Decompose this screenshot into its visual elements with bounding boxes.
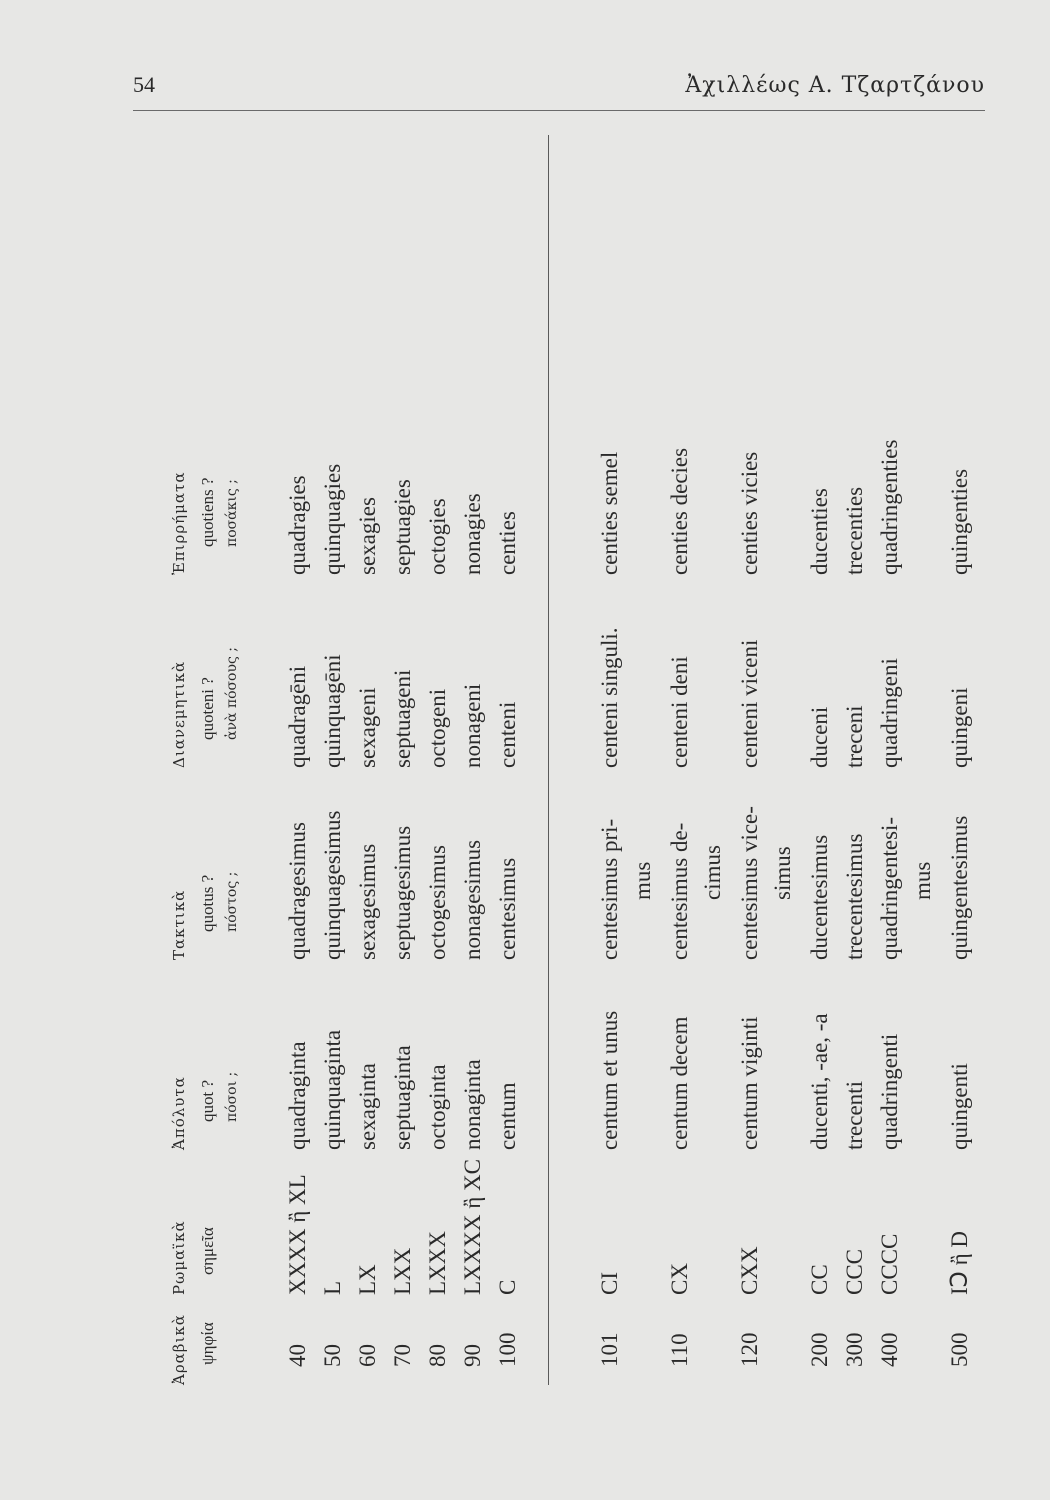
cell-distributive: treceni xyxy=(842,705,867,768)
header-sub2-col-5: ποσάκις ; xyxy=(224,479,240,547)
cell-roman: CCCC xyxy=(877,1233,902,1295)
cell-ordinal: sexagesimus xyxy=(355,843,380,960)
cell-adverb: sexagies xyxy=(355,497,380,575)
cell-arabic: 500 xyxy=(947,1332,972,1367)
cell-adverb: quadragies xyxy=(285,475,310,575)
cell-roman: LXXXX ἢ XC xyxy=(460,1159,485,1295)
cell-adverb: ducenties xyxy=(807,488,832,575)
cell-distributive: centeni xyxy=(495,701,520,768)
cell-cardinal: quingenti xyxy=(947,1063,972,1150)
cell-roman: C xyxy=(495,1279,520,1295)
cell-ordinal-continuation: simus xyxy=(770,846,795,900)
cell-arabic: 80 xyxy=(425,1344,450,1367)
cell-roman: LXXX xyxy=(425,1231,450,1295)
cell-ordinal: quadragesimus xyxy=(285,822,310,960)
cell-arabic: 50 xyxy=(320,1344,345,1367)
cell-cardinal: septuaginta xyxy=(390,1045,415,1150)
cell-roman: IↃ ἢ D xyxy=(947,1231,972,1295)
cell-arabic: 40 xyxy=(285,1344,310,1367)
cell-cardinal: centum viginti xyxy=(737,1016,762,1150)
cell-adverb: septuagies xyxy=(390,479,415,575)
cell-adverb: centies decies xyxy=(667,447,692,575)
cell-ordinal: quadringentesi- xyxy=(877,816,902,960)
cell-adverb: quadringenties xyxy=(877,439,902,575)
cell-adverb: quingenties xyxy=(947,468,972,575)
header-sub-col-1: σημεῖα xyxy=(198,1227,217,1275)
header-main-col-2: Ἀπόλυτα xyxy=(170,1076,188,1150)
cell-ordinal: ducentesimus xyxy=(807,834,832,960)
cell-cardinal: ducenti, -ae, -a xyxy=(807,1013,832,1150)
header-sub2-col-3: πόστος ; xyxy=(224,871,240,932)
cell-adverb: centies vicies xyxy=(737,451,762,575)
cell-ordinal-continuation: cimus xyxy=(700,845,725,900)
cell-roman: CCC xyxy=(842,1248,867,1295)
cell-roman: L xyxy=(320,1280,345,1295)
cell-ordinal: centesimus xyxy=(495,857,520,960)
cell-arabic: 200 xyxy=(807,1332,832,1367)
cell-arabic: 100 xyxy=(495,1332,520,1367)
cell-distributive: sexageni xyxy=(355,687,380,768)
header-sub2-col-2: πόσοι ; xyxy=(224,1071,240,1122)
cell-distributive: quingeni xyxy=(947,687,972,768)
page-number: 54 xyxy=(133,72,155,97)
numerals-table xyxy=(160,135,972,1385)
cell-ordinal: quinquagesimus xyxy=(320,810,345,960)
header-main-col-0: Ἀραβικὰ xyxy=(170,1314,188,1385)
cell-distributive: septuageni xyxy=(390,669,415,768)
cell-adverb: centies xyxy=(495,511,520,575)
cell-ordinal: quingentesimus xyxy=(947,815,972,960)
cell-adverb: nonagies xyxy=(460,493,485,575)
header-sub-col-4: quoteni ? xyxy=(198,677,217,740)
cell-distributive: duceni xyxy=(807,706,832,768)
cell-roman: LXX xyxy=(390,1247,415,1295)
cell-ordinal: trecentesimus xyxy=(842,833,867,960)
cell-roman: XXXX ἢ XL xyxy=(285,1174,310,1295)
cell-arabic: 120 xyxy=(737,1332,762,1367)
header-main-col-1: Ρωμαϊκὰ xyxy=(170,1220,188,1295)
cell-cardinal: centum decem xyxy=(667,1016,692,1150)
cell-cardinal: quadringenti xyxy=(877,1033,902,1150)
cell-distributive: quinquagēni xyxy=(320,654,345,768)
header-sub2-col-4: ἀνὰ πόσους ; xyxy=(224,646,240,740)
header-main-col-4: Διανεμητικὰ xyxy=(170,660,188,768)
header-sub-col-5: quotiens ? xyxy=(198,477,217,547)
cell-distributive: quadringeni xyxy=(877,658,902,768)
cell-arabic: 60 xyxy=(355,1344,380,1367)
cell-distributive: quadragēni xyxy=(285,665,310,768)
header-sub-col-0: ψηφία xyxy=(198,1322,217,1365)
cell-adverb: quinquagies xyxy=(320,463,345,575)
header-sub-col-2: quot ? xyxy=(198,1079,217,1122)
cell-adverb: trecenties xyxy=(842,486,867,575)
cell-cardinal: quadraginta xyxy=(285,1041,310,1150)
cell-cardinal: octoginta xyxy=(425,1064,450,1150)
cell-arabic: 400 xyxy=(877,1332,902,1367)
cell-distributive: nonageni xyxy=(460,683,485,768)
cell-distributive: centeni viceni xyxy=(737,639,762,768)
cell-distributive: centeni deni xyxy=(667,656,692,768)
cell-cardinal: quinquaginta xyxy=(320,1029,345,1150)
cell-adverb: centies semel xyxy=(597,451,622,575)
header-main-col-5: Ἐπιρρήματα xyxy=(170,471,188,575)
cell-cardinal: nonaginta xyxy=(460,1059,485,1150)
cell-ordinal: octogesimus xyxy=(425,845,450,960)
cell-arabic: 70 xyxy=(390,1344,415,1367)
cell-distributive: octogeni xyxy=(425,688,450,768)
cell-ordinal: centesimus pri- xyxy=(597,818,622,960)
cell-arabic: 101 xyxy=(597,1332,622,1367)
cell-cardinal: trecenti xyxy=(842,1081,867,1150)
cell-roman: CXX xyxy=(737,1246,762,1295)
cell-ordinal-continuation: mus xyxy=(910,861,935,900)
cell-roman: CC xyxy=(807,1264,832,1295)
cell-ordinal: nonagesimus xyxy=(460,839,485,960)
cell-arabic: 300 xyxy=(842,1332,867,1367)
cell-ordinal: septuagesimus xyxy=(390,825,415,960)
cell-roman: LX xyxy=(355,1264,380,1295)
cell-roman: CI xyxy=(597,1272,622,1295)
cell-cardinal: centum xyxy=(495,1082,520,1150)
cell-cardinal: sexaginta xyxy=(355,1063,380,1150)
cell-roman: CX xyxy=(667,1263,692,1295)
header-sub-col-3: quotus ? xyxy=(198,874,217,932)
column-separator-rule xyxy=(548,135,549,1385)
header-main-col-3: Τακτικὰ xyxy=(170,889,188,960)
cell-ordinal-continuation: mus xyxy=(630,861,655,900)
cell-ordinal: centesimus de- xyxy=(667,822,692,960)
cell-ordinal: centesimus vice- xyxy=(737,806,762,960)
running-head: Ἀχιλλέως Α. Τζαρτζάνου xyxy=(685,73,985,98)
cell-cardinal: centum et unus xyxy=(597,1010,622,1150)
cell-distributive: centeni singuli. xyxy=(597,627,622,768)
cell-adverb: octogies xyxy=(425,498,450,575)
cell-arabic: 110 xyxy=(667,1333,692,1367)
cell-arabic: 90 xyxy=(460,1344,485,1367)
